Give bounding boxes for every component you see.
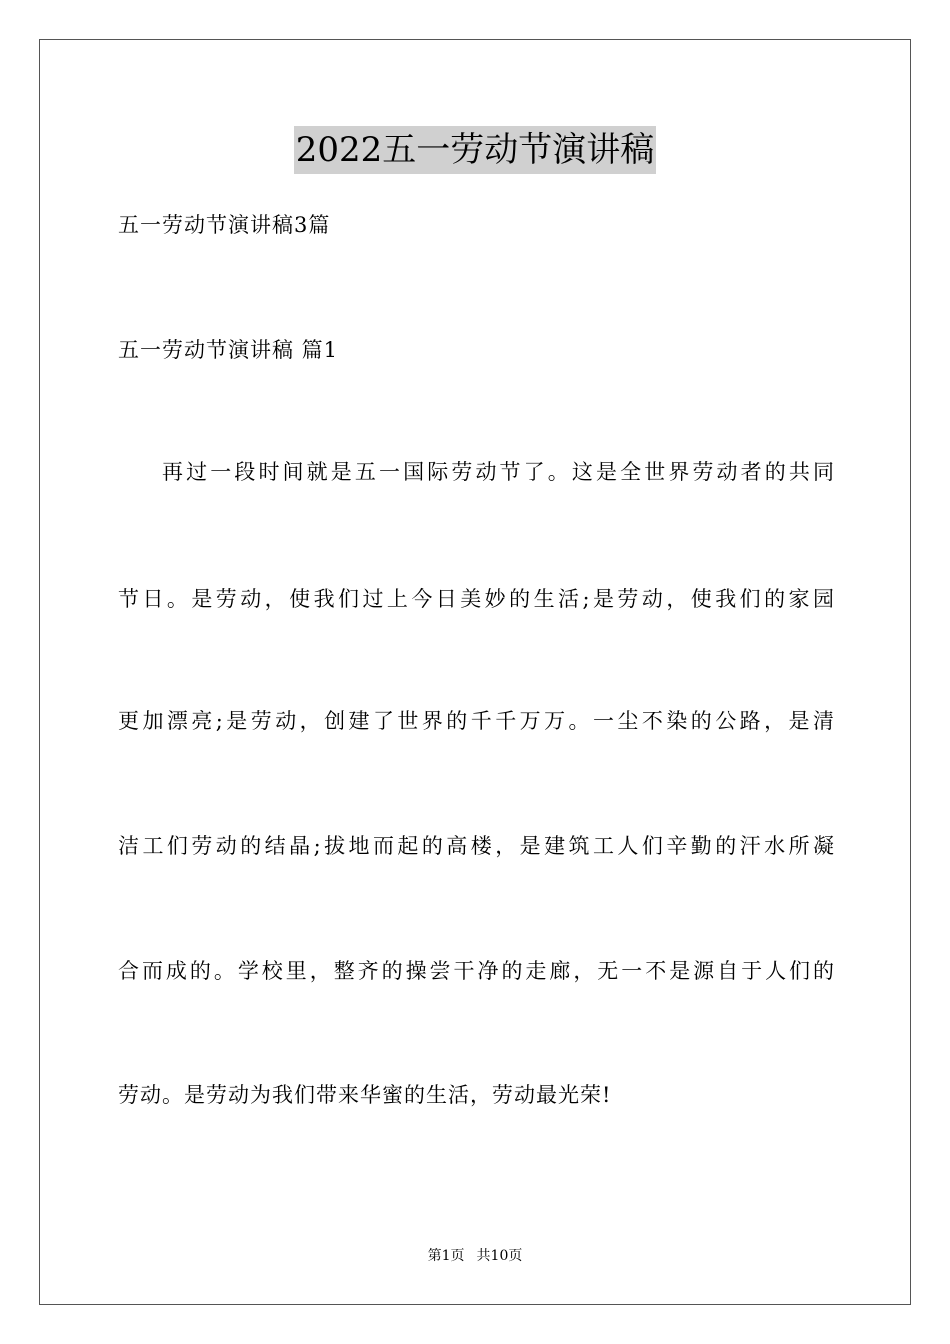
paragraph-line: 更加漂亮;是劳动，创建了世界的千千万万。一尘不染的公路，是清 [118,709,834,733]
title-container [0,126,950,174]
page-total: 共10页 [476,1248,523,1264]
paragraph-line: 洁工们劳动的结晶;拔地而起的高楼，是建筑工人们辛勤的汗水所凝 [118,834,834,858]
section-heading: 五一劳动节演讲稿 篇1 [118,338,339,362]
paragraph-line: 节日。是劳动，使我们过上今日美妙的生活;是劳动，使我们的家园 [118,587,834,611]
document-title: 2022五一劳动节演讲稿 [294,126,657,174]
page-number: 第1页 [427,1248,465,1264]
paragraph-line: 劳动。是劳动为我们带来华蜜的生活，劳动最光荣! [118,1083,612,1107]
document-subtitle: 五一劳动节演讲稿3篇 [118,213,331,237]
paragraph-line: 再过一段时间就是五一国际劳动节了。这是全世界劳动者的共同 [162,460,834,484]
page-footer [0,1246,950,1266]
paragraph-line: 合而成的。学校里，整齐的操尝干净的走廊，无一不是源自于人们的 [118,959,834,983]
